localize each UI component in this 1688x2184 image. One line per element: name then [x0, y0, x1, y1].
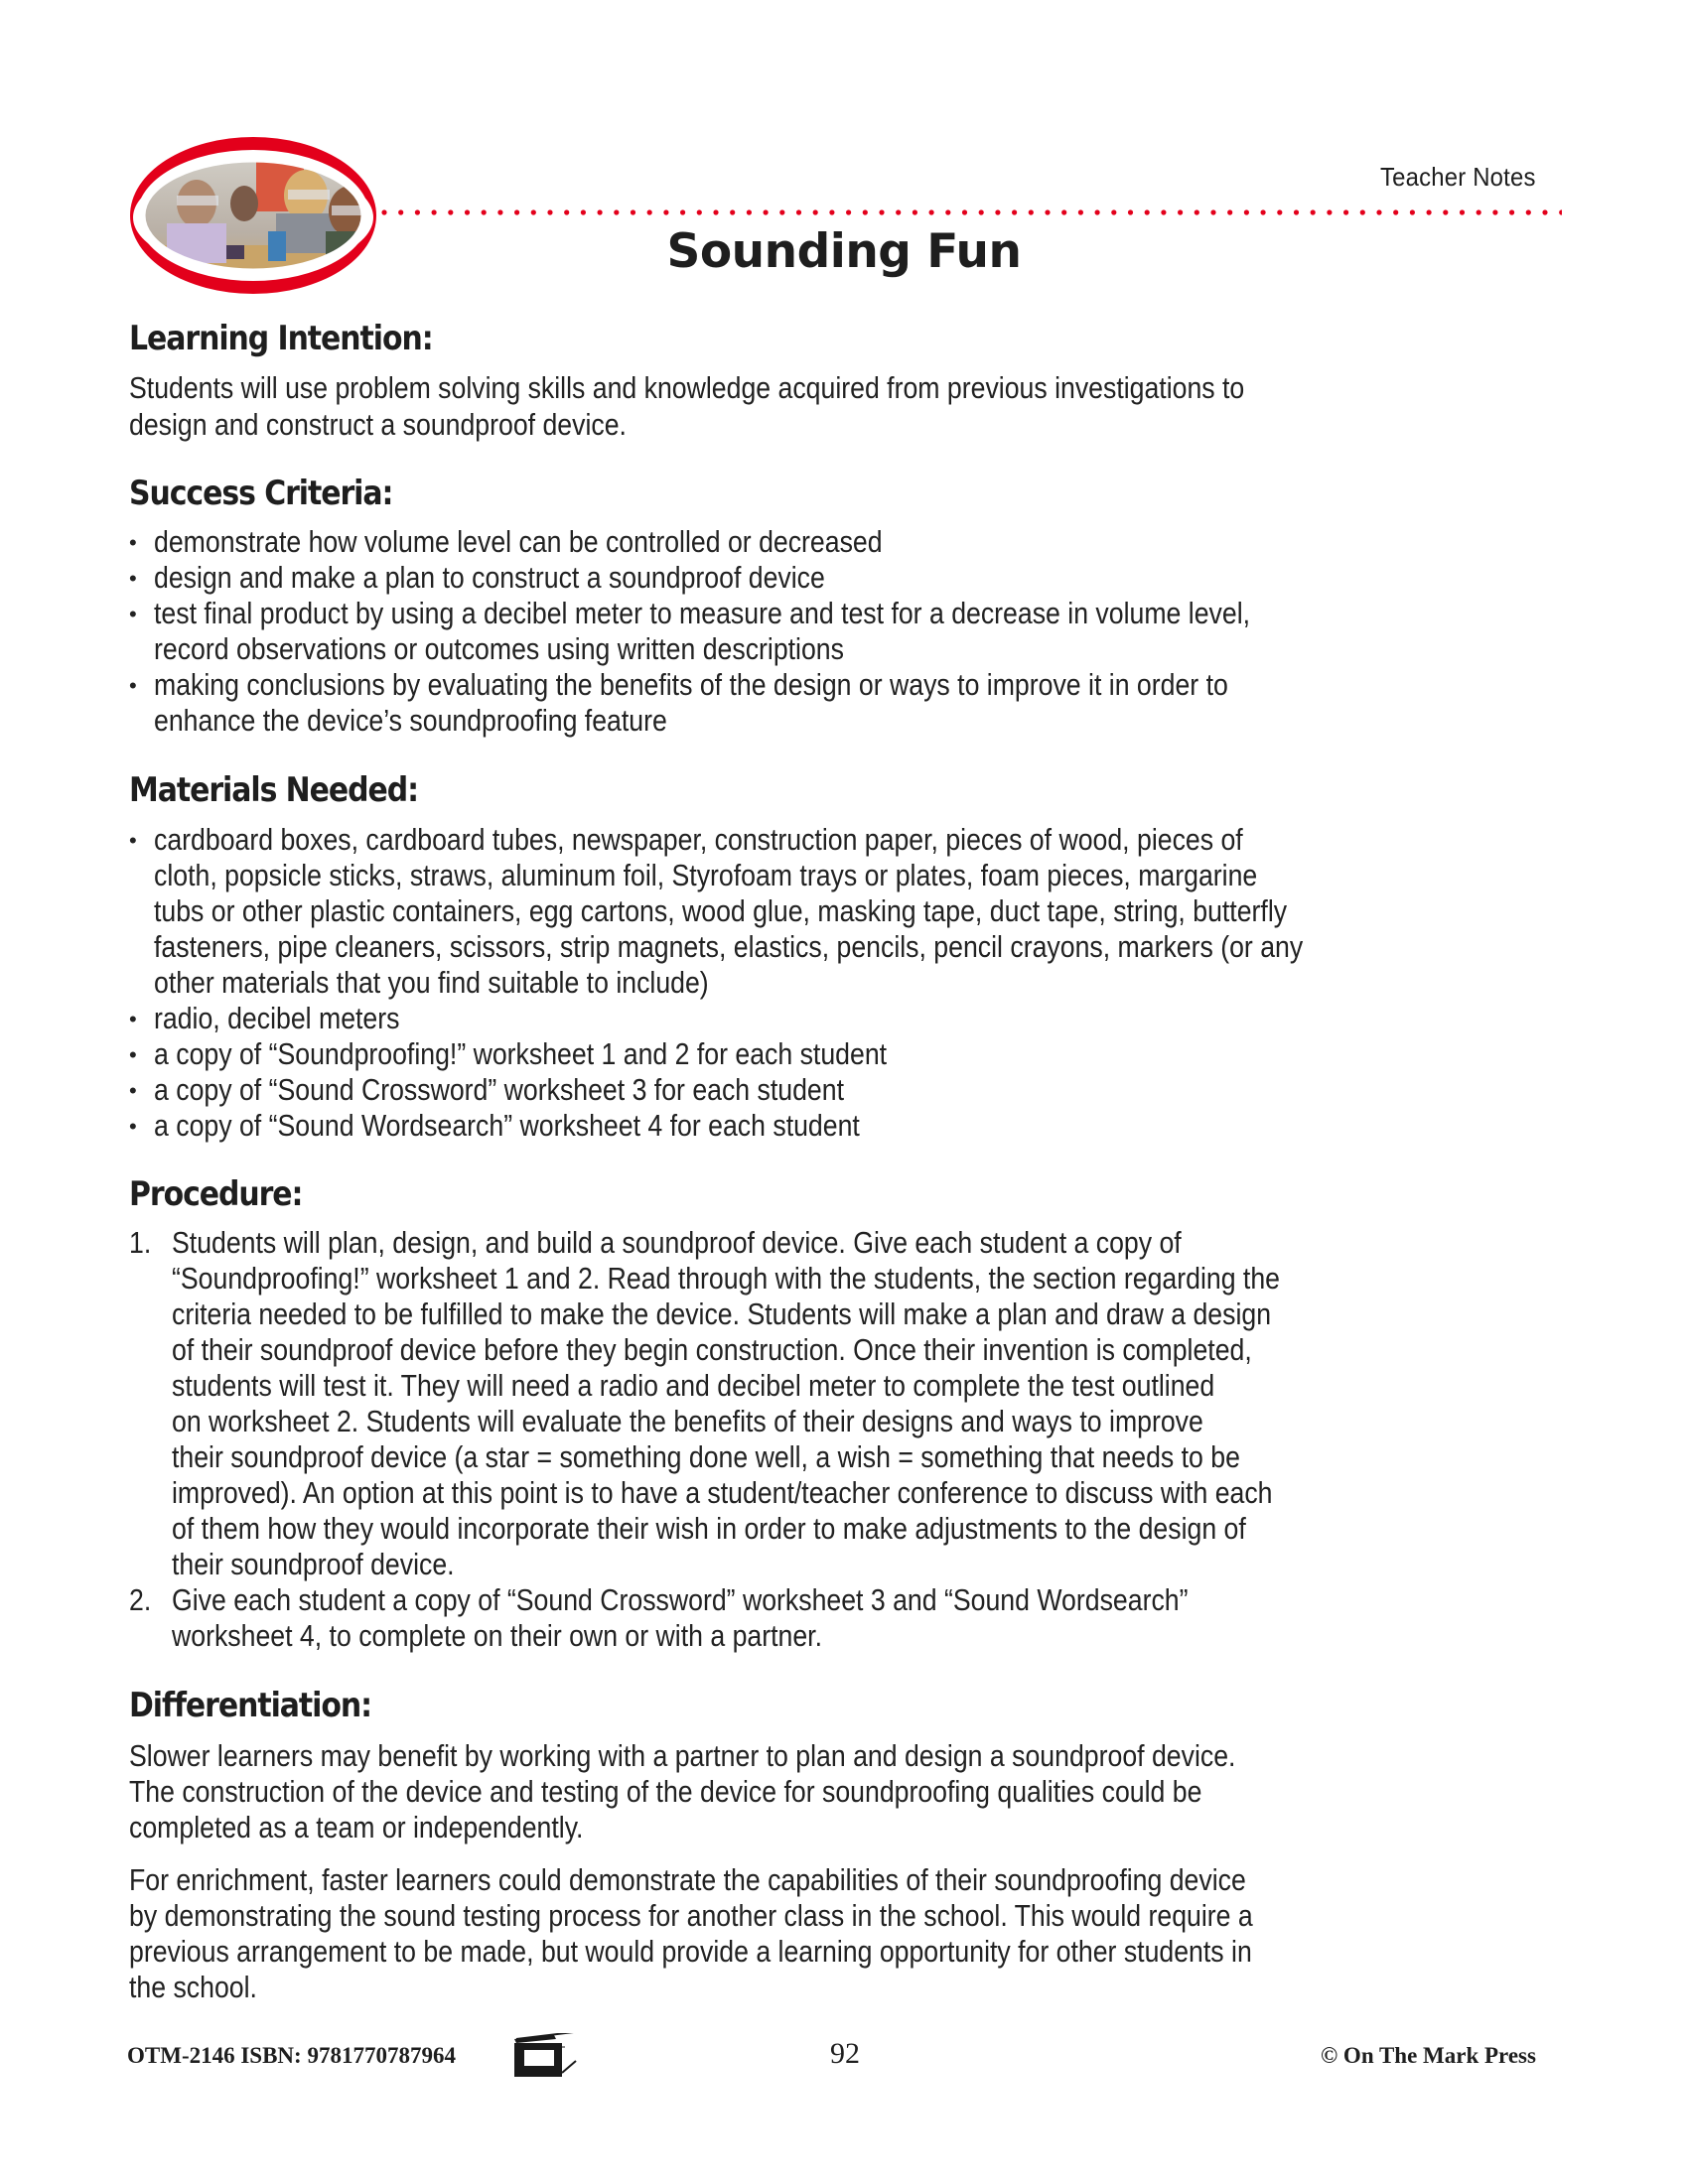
divider-dot	[448, 209, 453, 214]
divider-dot	[1111, 209, 1116, 214]
divider-dot	[1145, 209, 1150, 214]
divider-dot	[896, 209, 901, 214]
learning-intention-heading: Learning Intention:	[129, 319, 433, 358]
page-title	[0, 224, 1688, 279]
learning-intention-line: design and construct a soundproof device.	[129, 407, 627, 442]
step-number: 2.	[129, 1582, 152, 1617]
divider-dot	[697, 209, 702, 214]
divider-dot	[846, 209, 851, 214]
divider-dot	[1294, 209, 1299, 214]
divider-dot	[1128, 209, 1133, 214]
bullet-icon: •	[129, 602, 137, 626]
divider-dot	[581, 209, 586, 214]
divider-dot	[913, 209, 917, 214]
materials-heading: Materials Needed:	[129, 770, 419, 810]
list-item-continuation: cloth, popsicle sticks, straws, aluminum foil, Styrofoam trays or plates, foam pieces, margarine	[154, 858, 1258, 892]
divider-dot	[1029, 209, 1034, 214]
differentiation-heading: Differentiation:	[129, 1686, 372, 1725]
list-item: a copy of “Sound Wordsearch” worksheet 4 for each student	[154, 1108, 860, 1143]
section-label: Teacher Notes	[1380, 162, 1536, 192]
divider-dot	[1261, 209, 1266, 214]
divider-dot	[1343, 209, 1348, 214]
procedure-line: on worksheet 2. Students will evaluate the benefits of their designs and ways to improve	[172, 1404, 1203, 1438]
divider-dot	[713, 209, 718, 214]
divider-dot	[1376, 209, 1381, 214]
bullet-icon: •	[129, 530, 137, 555]
list-item-continuation: tubs or other plastic containers, egg cartons, wood glue, masking tape, duct tape, string, butterfly	[154, 893, 1288, 928]
divider-dot	[863, 209, 868, 214]
divider-dot	[1161, 209, 1166, 214]
paragraph-line: the school.	[129, 1970, 257, 2004]
divider-dot	[1360, 209, 1365, 214]
divider-dot	[796, 209, 801, 214]
divider-dot	[598, 209, 603, 214]
divider-dot	[1526, 209, 1531, 214]
bullet-icon: •	[129, 1114, 137, 1139]
step-number: 1.	[129, 1225, 152, 1260]
divider-dot	[1311, 209, 1316, 214]
divider-dot	[564, 209, 569, 214]
divider-dot	[482, 209, 487, 214]
divider-dot	[398, 209, 403, 214]
divider-dot	[1061, 209, 1066, 214]
list-item-continuation: record observations or outcomes using written descriptions	[154, 631, 844, 666]
divider-dot	[415, 209, 420, 214]
procedure-line: students will test it. They will need a radio and decibel meter to complete the test outlined	[172, 1368, 1215, 1403]
procedure-line: of their soundproof device before they begin construction. Once their invention is completed,	[172, 1332, 1252, 1367]
divider-dot	[813, 209, 818, 214]
bullet-icon: •	[129, 1078, 137, 1103]
divider-dot	[1277, 209, 1282, 214]
divider-dot	[381, 209, 386, 214]
paragraph-line: by demonstrating the sound testing process for another class in the school. This would require a	[129, 1898, 1253, 1933]
product-code-isbn: OTM-2146 ISBN: 9781770787964	[127, 2043, 456, 2068]
divider-dot	[465, 209, 470, 214]
list-item-continuation: other materials that you find suitable to include)	[154, 965, 709, 1000]
divider-dot	[730, 209, 735, 214]
divider-dot	[1227, 209, 1232, 214]
paragraph-line: previous arrangement to be made, but would provide a learning opportunity for other students in	[129, 1934, 1252, 1969]
page-title-text: Sounding Fun	[666, 224, 1022, 279]
divider-dot	[1244, 209, 1249, 214]
divider-dot	[1210, 209, 1215, 214]
divider-dot	[1460, 209, 1465, 214]
divider-dot	[779, 209, 784, 214]
paragraph-line: The construction of the device and testing of the device for soundproofing qualities could be	[129, 1774, 1202, 1809]
paragraph-line: Slower learners may benefit by working with a partner to plan and design a soundproof device.	[129, 1738, 1236, 1773]
list-item: making conclusions by evaluating the benefits of the design or ways to improve it in order to	[154, 667, 1228, 702]
divider-dot	[647, 209, 652, 214]
list-item: a copy of “Sound Crossword” worksheet 3 for each student	[154, 1072, 845, 1107]
divider-dot	[1195, 209, 1199, 214]
divider-dot	[531, 209, 536, 214]
procedure-line: “Soundproofing!” worksheet 1 and 2. Read through with the students, the section regarding the	[172, 1261, 1280, 1296]
divider-dot	[497, 209, 502, 214]
procedure-line: Give each student a copy of “Sound Crossword” worksheet 3 and “Sound Wordsearch”	[172, 1582, 1189, 1617]
procedure-line: worksheet 4, to complete on their own or with a partner.	[172, 1618, 822, 1653]
dotted-divider	[380, 206, 1562, 218]
divider-dot	[1427, 209, 1432, 214]
divider-dot	[764, 209, 769, 214]
procedure-line: their soundproof device.	[172, 1547, 455, 1581]
divider-dot	[1492, 209, 1497, 214]
divider-dot	[879, 209, 884, 214]
procedure-line: improved). An option at this point is to have a student/teacher conference to discuss with each	[172, 1475, 1273, 1510]
procedure-heading: Procedure:	[129, 1174, 303, 1214]
bullet-icon: •	[129, 1007, 137, 1031]
paragraph-line: For enrichment, faster learners could demonstrate the capabilities of their soundproofing device	[129, 1862, 1246, 1897]
divider-dot	[663, 209, 668, 214]
divider-dot	[979, 209, 984, 214]
divider-dot	[995, 209, 1000, 214]
divider-dot	[547, 209, 552, 214]
divider-dot	[1443, 209, 1448, 214]
divider-dot	[962, 209, 967, 214]
page-number: 92	[830, 2037, 860, 2070]
procedure-line: of them how they would incorporate their wish in order to make adjustments to the design of	[172, 1511, 1246, 1546]
divider-dot	[1559, 209, 1562, 214]
list-item: radio, decibel meters	[154, 1001, 400, 1035]
copyright-notice: © On The Mark Press	[1321, 2043, 1536, 2068]
divider-dot	[432, 209, 437, 214]
procedure-line: Students will plan, design, and build a soundproof device. Give each student a copy of	[172, 1225, 1182, 1260]
list-item: cardboard boxes, cardboard tubes, newspaper, construction paper, pieces of wood, pieces of	[154, 822, 1243, 857]
divider-dot	[945, 209, 950, 214]
divider-dot	[1095, 209, 1100, 214]
divider-dot	[1045, 209, 1050, 214]
divider-dot	[1542, 209, 1547, 214]
list-item-continuation: enhance the device’s soundproofing feature	[154, 703, 667, 738]
divider-dot	[829, 209, 834, 214]
bullet-icon: •	[129, 828, 137, 853]
photocopier-icon	[512, 2033, 608, 2077]
list-item: demonstrate how volume level can be controlled or decreased	[154, 524, 883, 559]
bullet-icon: •	[129, 673, 137, 698]
list-item: test final product by using a decibel meter to measure and test for a decrease in volume level,	[154, 596, 1251, 630]
learning-intention-line: Students will use problem solving skills and knowledge acquired from previous investigations to	[129, 370, 1245, 405]
divider-dot	[929, 209, 934, 214]
divider-dot	[1327, 209, 1332, 214]
divider-dot	[1178, 209, 1183, 214]
procedure-line: their soundproof device (a star = something done well, a wish = something that needs to be	[172, 1439, 1240, 1474]
divider-dot	[747, 209, 752, 214]
divider-dot	[514, 209, 519, 214]
list-item: a copy of “Soundproofing!” worksheet 1 and 2 for each student	[154, 1036, 888, 1071]
divider-dot	[1012, 209, 1017, 214]
list-item-continuation: fasteners, pipe cleaners, scissors, strip magnets, elastics, pencils, pencil crayons, markers (or any	[154, 929, 1304, 964]
paragraph-line: completed as a team or independently.	[129, 1810, 584, 1844]
divider-dot	[1410, 209, 1415, 214]
divider-dot	[1393, 209, 1398, 214]
divider-dot	[631, 209, 635, 214]
divider-dot	[1477, 209, 1481, 214]
divider-dot	[1078, 209, 1083, 214]
bullet-icon: •	[129, 566, 137, 591]
success-criteria-heading: Success Criteria:	[129, 474, 393, 513]
divider-dot	[1509, 209, 1514, 214]
bullet-icon: •	[129, 1042, 137, 1067]
list-item: design and make a plan to construct a soundproof device	[154, 560, 825, 595]
divider-dot	[680, 209, 685, 214]
procedure-line: criteria needed to be fulfilled to make the device. Students will make a plan and draw a design	[172, 1297, 1272, 1331]
divider-dot	[614, 209, 619, 214]
